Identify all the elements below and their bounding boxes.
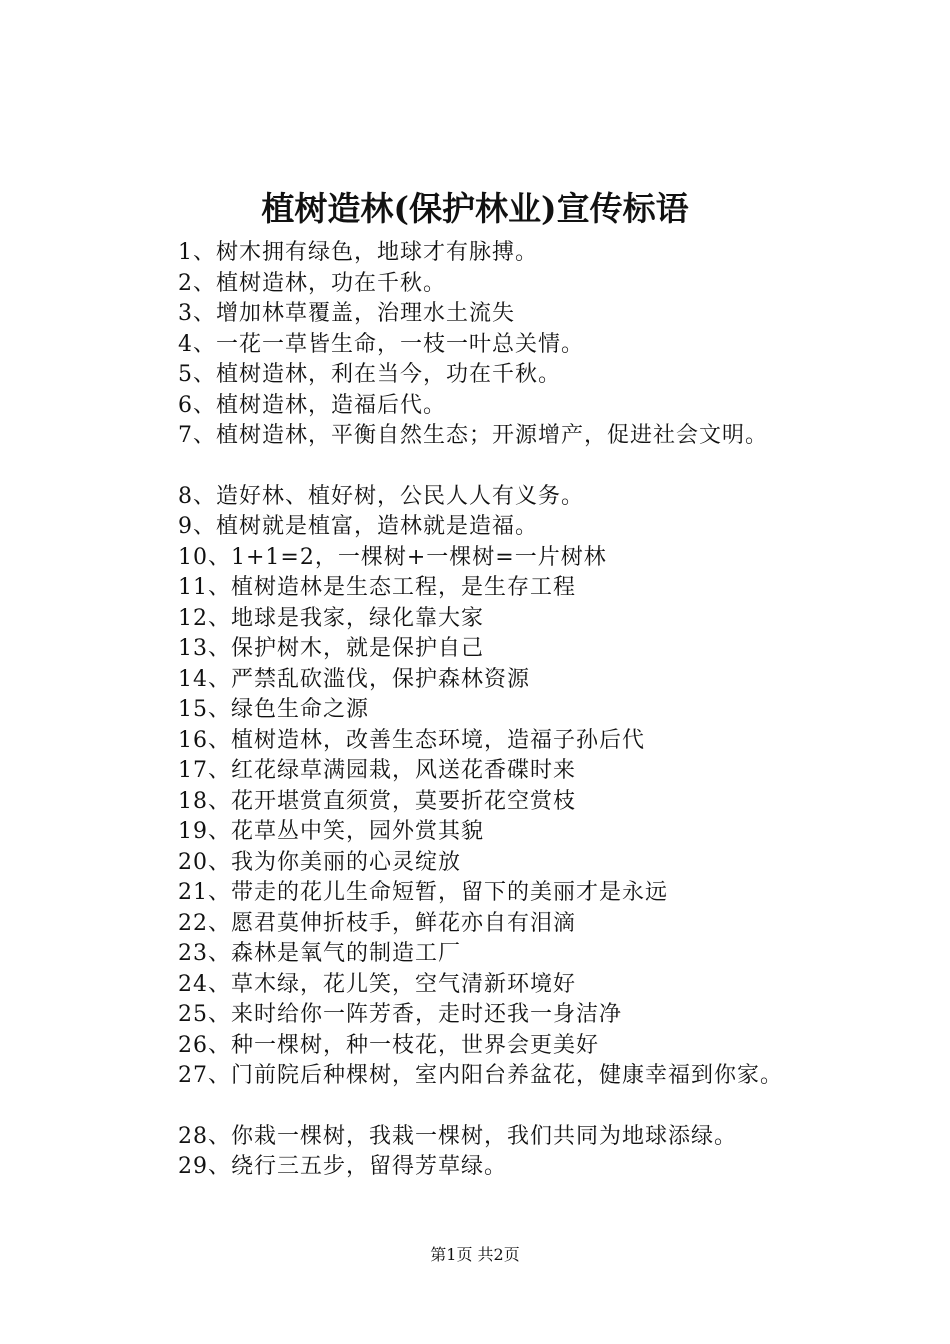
slogan-item: 10、1+1=2，一棵树+一棵树=一片树林 — [178, 544, 607, 570]
slogan-item: 6、植树造林，造福后代。 — [178, 392, 446, 418]
slogan-item: 2、植树造林，功在千秋。 — [178, 270, 446, 296]
slogan-item: 13、保护树木，就是保护自己 — [178, 636, 484, 661]
slogan-item: 11、植树造林是生态工程，是生存工程 — [178, 575, 576, 600]
slogan-item: 22、愿君莫伸折枝手，鲜花亦自有泪滴 — [178, 910, 576, 936]
document-title: 植树造林(保护林业)宣传标语 — [261, 189, 689, 228]
slogan-item: 28、你栽一棵树，我栽一棵树，我们共同为地球添绿。 — [178, 1123, 737, 1149]
slogan-item: 4、一花一草皆生命，一枝一叶总关情。 — [178, 331, 584, 357]
slogan-item: 20、我为你美丽的心灵绽放 — [178, 849, 461, 875]
slogan-item: 16、植树造林，改善生态环境，造福子孙后代 — [178, 727, 645, 753]
slogan-item: 1、树木拥有绿色，地球才有脉搏。 — [178, 240, 538, 265]
page-number-footer: 第1页 共2页 — [430, 1245, 520, 1264]
slogan-item: 19、花草丛中笑，园外赏其貌 — [178, 819, 484, 844]
slogan-item: 9、植树就是植富，造林就是造福。 — [178, 514, 538, 539]
slogan-item: 5、植树造林，利在当今，功在千秋。 — [178, 362, 561, 387]
slogan-item: 18、花开堪赏直须赏，莫要折花空赏枝 — [178, 788, 576, 814]
slogan-item: 29、绕行三五步，留得芳草绿。 — [178, 1154, 507, 1179]
slogan-item: 17、红花绿草满园栽，风送花香碟时来 — [178, 758, 576, 783]
slogan-item: 24、草木绿，花儿笑，空气清新环境好 — [178, 971, 576, 997]
slogan-item: 12、地球是我家，绿化靠大家 — [178, 605, 484, 631]
slogan-list — [178, 238, 918, 1183]
slogan-item: 15、绿色生命之源 — [178, 697, 369, 722]
slogan-item: 26、种一棵树，种一枝花，世界会更美好 — [178, 1032, 599, 1058]
slogan-item: 23、森林是氧气的制造工厂 — [178, 941, 461, 966]
slogan-item: 27、门前院后种棵树，室内阳台养盆花，健康幸福到你家。 — [178, 1063, 783, 1088]
slogan-item: 21、带走的花儿生命短暂，留下的美丽才是永远 — [178, 880, 668, 905]
slogan-item: 7、植树造林，平衡自然生态；开源增产，促进社会文明。 — [178, 423, 768, 448]
slogan-item: 25、来时给你一阵芳香，走时还我一身洁净 — [178, 1002, 622, 1027]
slogan-item: 3、增加林草覆盖，治理水土流失 — [178, 301, 515, 326]
slogan-item: 8、造好林、植好树，公民人人有义务。 — [178, 483, 584, 509]
slogan-item: 14、严禁乱砍滥伐，保护森林资源 — [178, 666, 530, 692]
